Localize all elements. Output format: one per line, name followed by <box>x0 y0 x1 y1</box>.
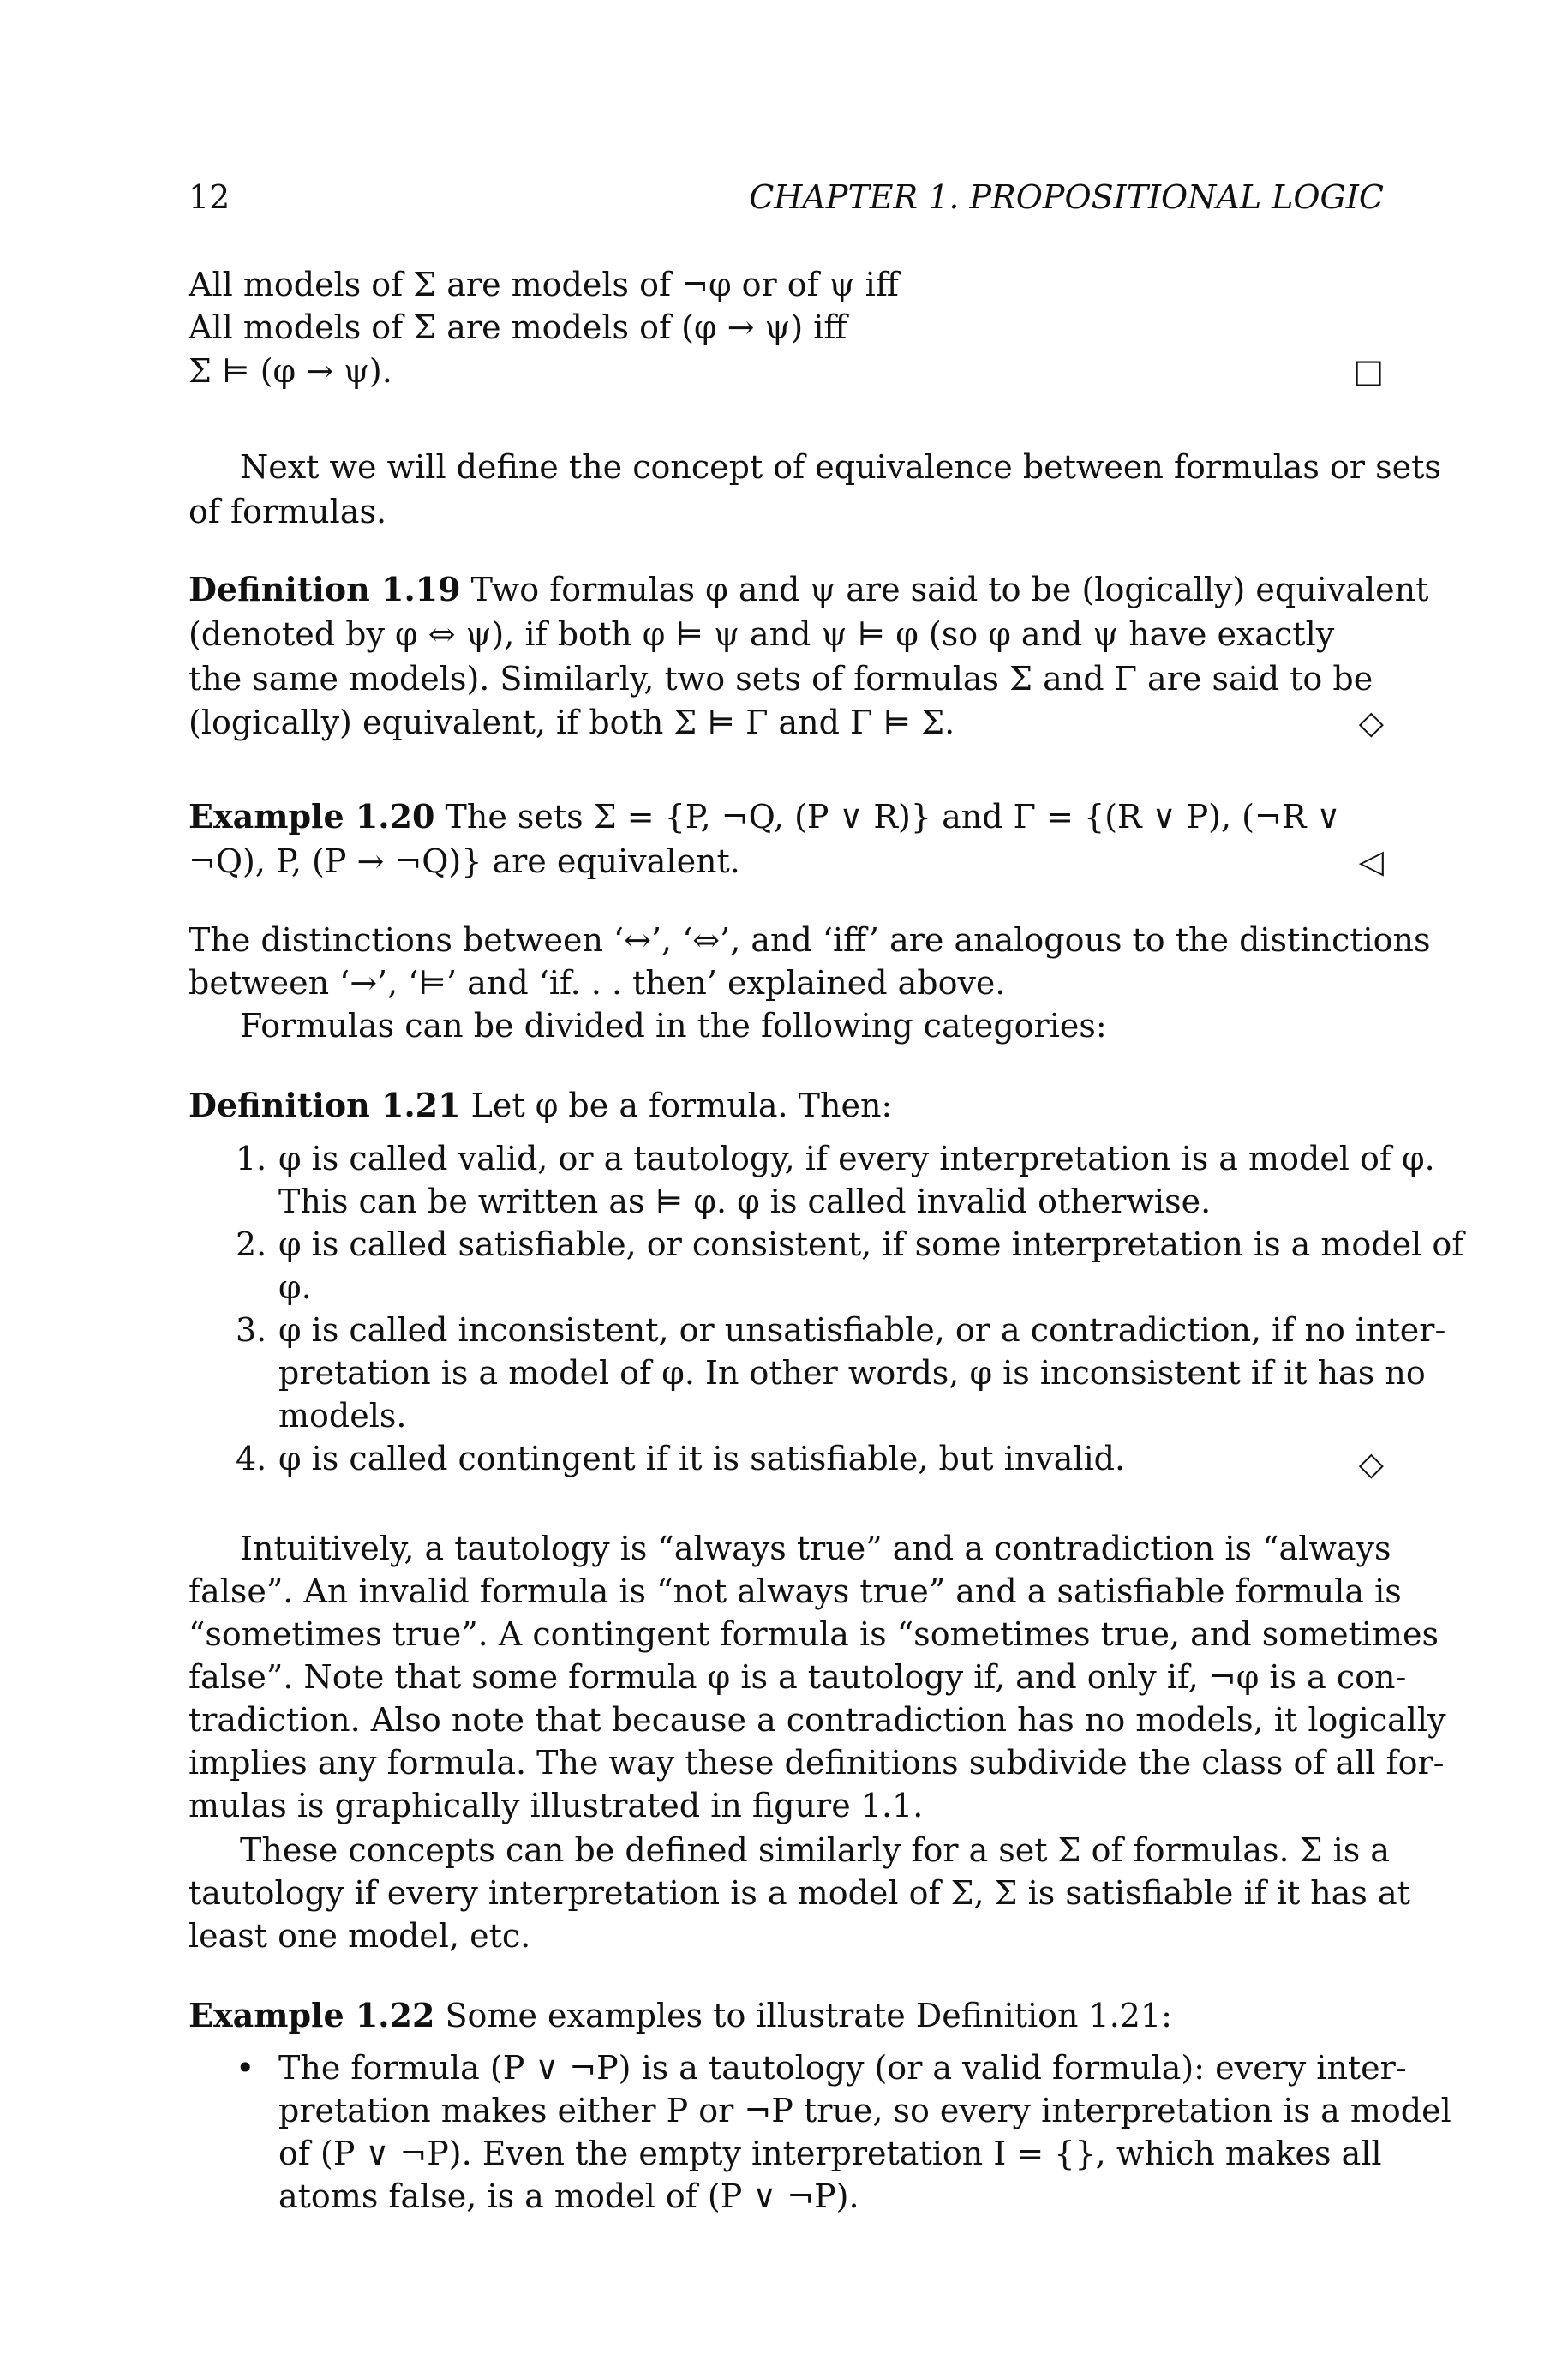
list-item-line: of (P ∨ ¬P). Even the empty interpretation I = {}, which makes all <box>278 2135 1382 2172</box>
paragraph-line: between ‘→’, ‘⊨’ and ‘if. . . then’ explained above. <box>189 964 1006 1002</box>
definition-line: (logically) equivalent, if both Σ ⊨ Γ and Γ ⊨ Σ. <box>189 704 955 741</box>
qed-icon: □ <box>1353 352 1384 390</box>
bullet-icon: • <box>236 2049 255 2087</box>
paragraph-line: “sometimes true”. A contingent formula is “sometimes true, and sometimes <box>189 1615 1439 1653</box>
paragraph-line: The distinctions between ‘↔’, ‘⇔’, and ‘iff’ are analogous to the distinctions <box>189 921 1431 959</box>
example-first-line <box>189 795 1384 838</box>
definition-first-line <box>189 1084 1384 1127</box>
running-title: CHAPTER 1. PROPOSITIONAL LOGIC <box>749 178 1384 216</box>
diamond-end-icon: ◇ <box>1358 704 1384 741</box>
definition-line: (denoted by φ ⇔ ψ), if both φ ⊨ ψ and ψ ⊨ φ (so φ and ψ have exactly <box>189 615 1335 653</box>
paragraph-line: false”. An invalid formula is “not always true” and a satisfiable formula is <box>189 1572 1402 1610</box>
paragraph-line: least one model, etc. <box>189 1917 531 1955</box>
definition-list <box>236 1137 1464 1483</box>
list-item <box>236 1309 1446 1437</box>
example-first-line <box>189 1994 1384 2037</box>
definition-intro: Let φ be a formula. Then: <box>470 1087 893 1124</box>
paragraph-line: implies any formula. The way these definitions subdivide the class of all for- <box>189 1744 1445 1782</box>
definition-line: the same models). Similarly, two sets of formulas Σ and Γ are said to be <box>189 660 1373 698</box>
page-number: 12 <box>189 178 230 216</box>
paragraph-line: mulas is graphically illustrated in figure 1.1. <box>189 1787 924 1824</box>
example-intro: Some examples to illustrate Definition 1.21: <box>445 1997 1172 2034</box>
definition-line: Two formulas φ and ψ are said to be (logically) equivalent <box>470 571 1429 608</box>
list-item <box>236 1437 1384 1483</box>
list-item-line: This can be written as ⊨ φ. φ is called invalid otherwise. <box>278 1183 1212 1220</box>
diamond-end-icon: ◇ <box>1358 1445 1384 1483</box>
list-item-line: φ is called inconsistent, or unsatisfiable, or a contradiction, if no inter- <box>278 1311 1446 1349</box>
definition-label: Definition 1.21 <box>189 1086 461 1124</box>
example-label: Example 1.22 <box>189 1996 435 2034</box>
list-item-line: φ is called satisfiable, or consistent, if some interpretation is a model of <box>278 1225 1464 1263</box>
list-item-number: 4. <box>236 1440 267 1477</box>
list-item-number: 3. <box>236 1311 267 1349</box>
proof-line: All models of Σ are models of ¬φ or of ψ iff <box>189 266 899 303</box>
triangle-end-icon: ◁ <box>1358 842 1384 880</box>
paragraph-line: These concepts can be defined similarly for a set Σ of formulas. Σ is a <box>240 1831 1391 1869</box>
proof-line-final <box>189 350 1384 392</box>
definition-label: Definition 1.19 <box>189 570 461 608</box>
list-item-line: atoms false, is a model of (P ∨ ¬P). <box>278 2177 859 2215</box>
definition-last-line <box>189 701 1384 744</box>
paragraph-line: of formulas. <box>189 493 387 530</box>
list-item-number: 1. <box>236 1140 267 1177</box>
list-item-line: The formula (P ∨ ¬P) is a tautology (or a valid formula): every inter- <box>278 2049 1407 2087</box>
list-item-number: 2. <box>236 1225 267 1263</box>
proof-line: Σ ⊨ (φ → ψ). <box>189 352 392 390</box>
example-label: Example 1.20 <box>189 797 435 836</box>
list-item <box>236 2046 1451 2218</box>
example-last-line <box>189 840 1384 883</box>
list-item <box>236 1137 1435 1223</box>
definition-first-line <box>189 568 1429 611</box>
paragraph-line: false”. Note that some formula φ is a tautology if, and only if, ¬φ is a con- <box>189 1658 1407 1696</box>
proof-line: All models of Σ are models of (φ → ψ) iff <box>189 308 847 346</box>
list-item-line: pretation makes either P or ¬P true, so every interpretation is a model <box>278 2092 1451 2129</box>
paragraph-line: Formulas can be divided in the following categories: <box>240 1007 1107 1045</box>
paragraph-line: Next we will define the concept of equivalence between formulas or sets <box>240 448 1441 486</box>
list-item-line: models. <box>278 1397 407 1435</box>
list-item-line: pretation is a model of φ. In other words, φ is inconsistent if it has no <box>278 1354 1426 1392</box>
example-line: ¬Q), P, (P → ¬Q)} are equivalent. <box>189 842 740 880</box>
list-item-line: φ is called valid, or a tautology, if every interpretation is a model of φ. <box>278 1140 1435 1177</box>
example-line: The sets Σ = {P, ¬Q, (P ∨ R)} and Γ = {(R ∨ P), (¬R ∨ <box>445 798 1341 836</box>
list-item-line: φ. <box>278 1268 312 1306</box>
paragraph-line: Intuitively, a tautology is “always true” and a contradiction is “always <box>240 1530 1391 1567</box>
list-item-line: φ is called contingent if it is satisfiable, but invalid. <box>278 1440 1126 1477</box>
list-item <box>236 1223 1464 1309</box>
paragraph-line: tradiction. Also note that because a contradiction has no models, it logically <box>189 1701 1446 1739</box>
bullet-list <box>236 2046 1451 2218</box>
paragraph-line: tautology if every interpretation is a model of Σ, Σ is satisfiable if it has at <box>189 1874 1410 1912</box>
